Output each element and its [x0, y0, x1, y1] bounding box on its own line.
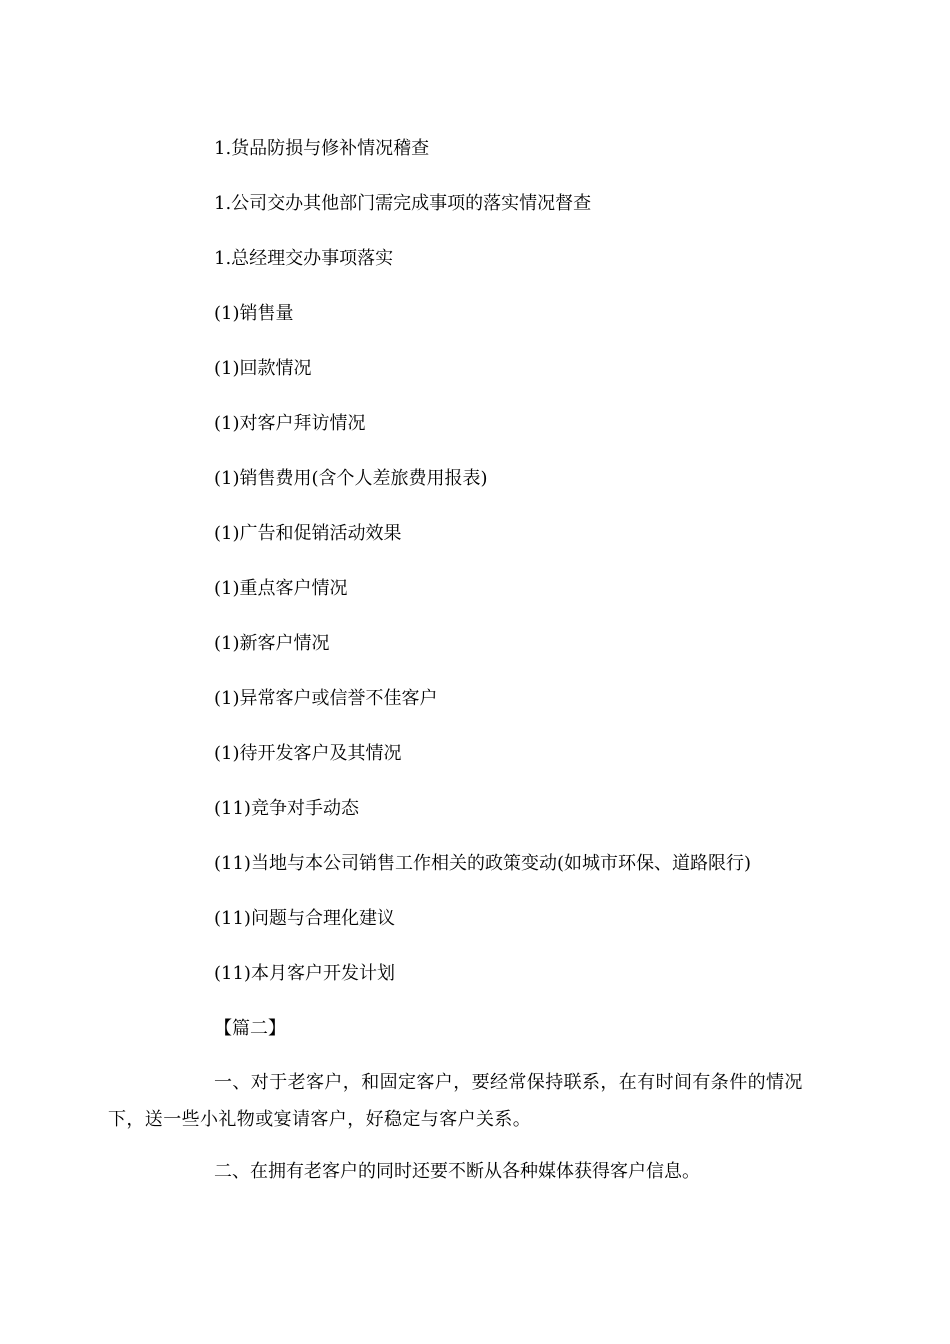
- list-item: 1.货品防损与修补情况稽查: [214, 138, 430, 159]
- list-item: (11)本月客户开发计划: [214, 963, 395, 984]
- list-item: (1)新客户情况: [214, 633, 330, 654]
- paragraph: 一、对于老客户，和固定客户，要经常保持联系，在有时间有条件的情况下，送一些小礼物或宴请客户，好稳定与客户关系。: [108, 1072, 803, 1130]
- list-item: 1.公司交办其他部门需完成事项的落实情况督查: [214, 193, 592, 214]
- list-item: (1)销售量: [214, 303, 294, 324]
- list-item: (1)销售费用(含个人差旅费用报表): [214, 468, 488, 489]
- list-item: (1)对客户拜访情况: [214, 413, 366, 434]
- section-heading: 【篇二】: [214, 1018, 286, 1039]
- list-item: (1)重点客户情况: [214, 578, 348, 599]
- list-item: (11)竞争对手动态: [214, 798, 359, 819]
- list-item: (1)回款情况: [214, 358, 312, 379]
- list-item: (11)当地与本公司销售工作相关的政策变动(如城市环保、道路限行): [214, 853, 751, 874]
- list-item: 1.总经理交办事项落实: [214, 248, 394, 269]
- list-item: (1)广告和促销活动效果: [214, 523, 402, 544]
- list-item: (1)待开发客户及其情况: [214, 743, 402, 764]
- paragraph: 二、在拥有老客户的同时还要不断从各种媒体获得客户信息。: [214, 1161, 700, 1182]
- list-item: (11)问题与合理化建议: [214, 908, 395, 929]
- list-item: (1)异常客户或信誉不佳客户: [214, 688, 438, 709]
